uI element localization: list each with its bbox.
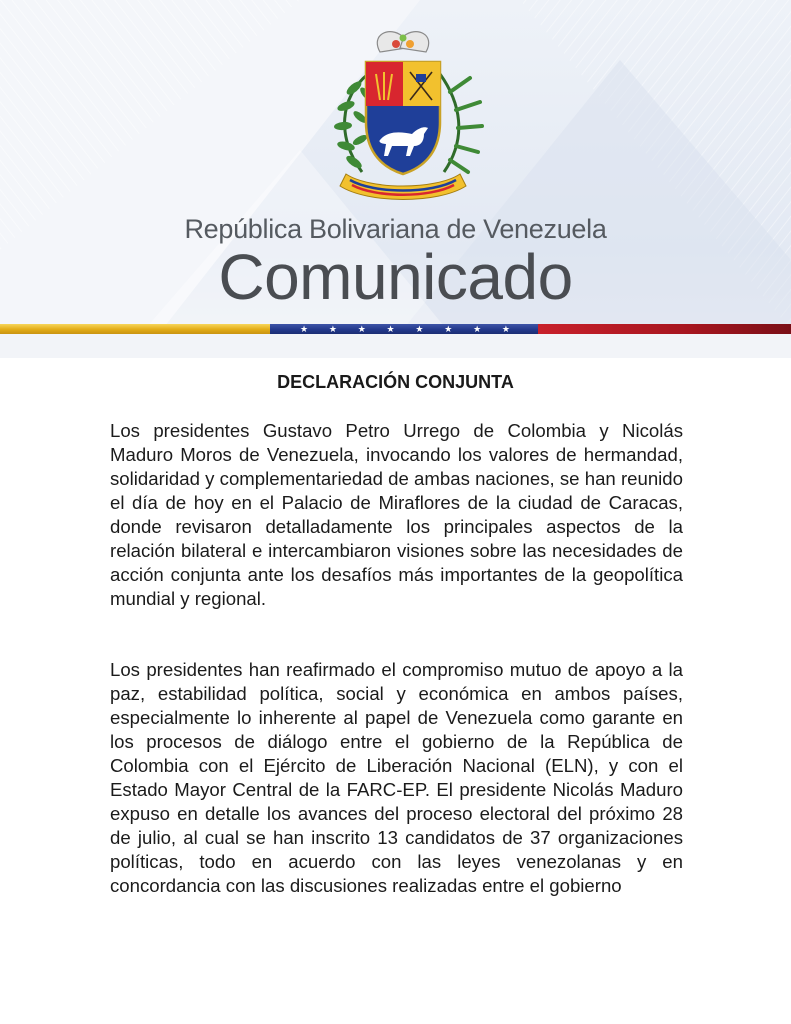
star-icon: ★ <box>386 324 395 334</box>
paragraph-1: Los presidentes Gustavo Petro Urrego de Colombia y Nicolás Maduro Moros de Venezuela, invocando los valores de hermandad, solidaridad y complementariedad de ambas naciones, se han reunido el día de hoy en el Palacio de Miraflores de la ciudad de Caracas, donde revisaron detalladamente los principales aspectos de la relación bilateral e intercambiaron visiones sobre las necesidades de acción conjunta ante los desafíos más importantes de la geopolítica mundial y regional. <box>110 420 683 609</box>
star-icon: ★ <box>415 324 424 334</box>
tricolor-band <box>0 324 791 334</box>
star-icon: ★ <box>328 324 337 334</box>
letterhead-header <box>0 0 791 358</box>
star-icon: ★ <box>501 324 510 334</box>
document-kind-heading: Comunicado <box>218 241 573 313</box>
paragraph-2: Los presidentes han reafirmado el compromiso mutuo de apoyo a la paz, estabilidad política, social y económica en ambos países, especialmente lo inherente al papel de Venezuela como garante en los procesos de diálogo entre el gobierno de la República de Colombia con el Ejército de Liberación Nacional (ELN), y con el Estado Mayor Central de la FARC-EP. El presidente Nicolás Maduro expuso en detalle los avances del proceso electoral del próximo 28 de julio, al cual se han inscrito 13 candidatos de 37 organizaciones políticas, todo en acuerdo con las leyes venezolanas y en concordancia con las discusiones realizadas entre el gobierno <box>110 659 683 896</box>
star-icon: ★ <box>357 324 366 334</box>
star-icon: ★ <box>300 324 309 334</box>
org-name: República Bolivariana de Venezuela <box>184 214 607 244</box>
star-icon: ★ <box>473 324 482 334</box>
document-title: DECLARACIÓN CONJUNTA <box>277 372 514 392</box>
flag-band-red <box>538 324 791 334</box>
star-icon: ★ <box>444 324 453 334</box>
flag-band-yellow <box>0 324 270 334</box>
coat-of-arms-emblem <box>310 22 496 202</box>
flag-stars <box>300 321 510 337</box>
